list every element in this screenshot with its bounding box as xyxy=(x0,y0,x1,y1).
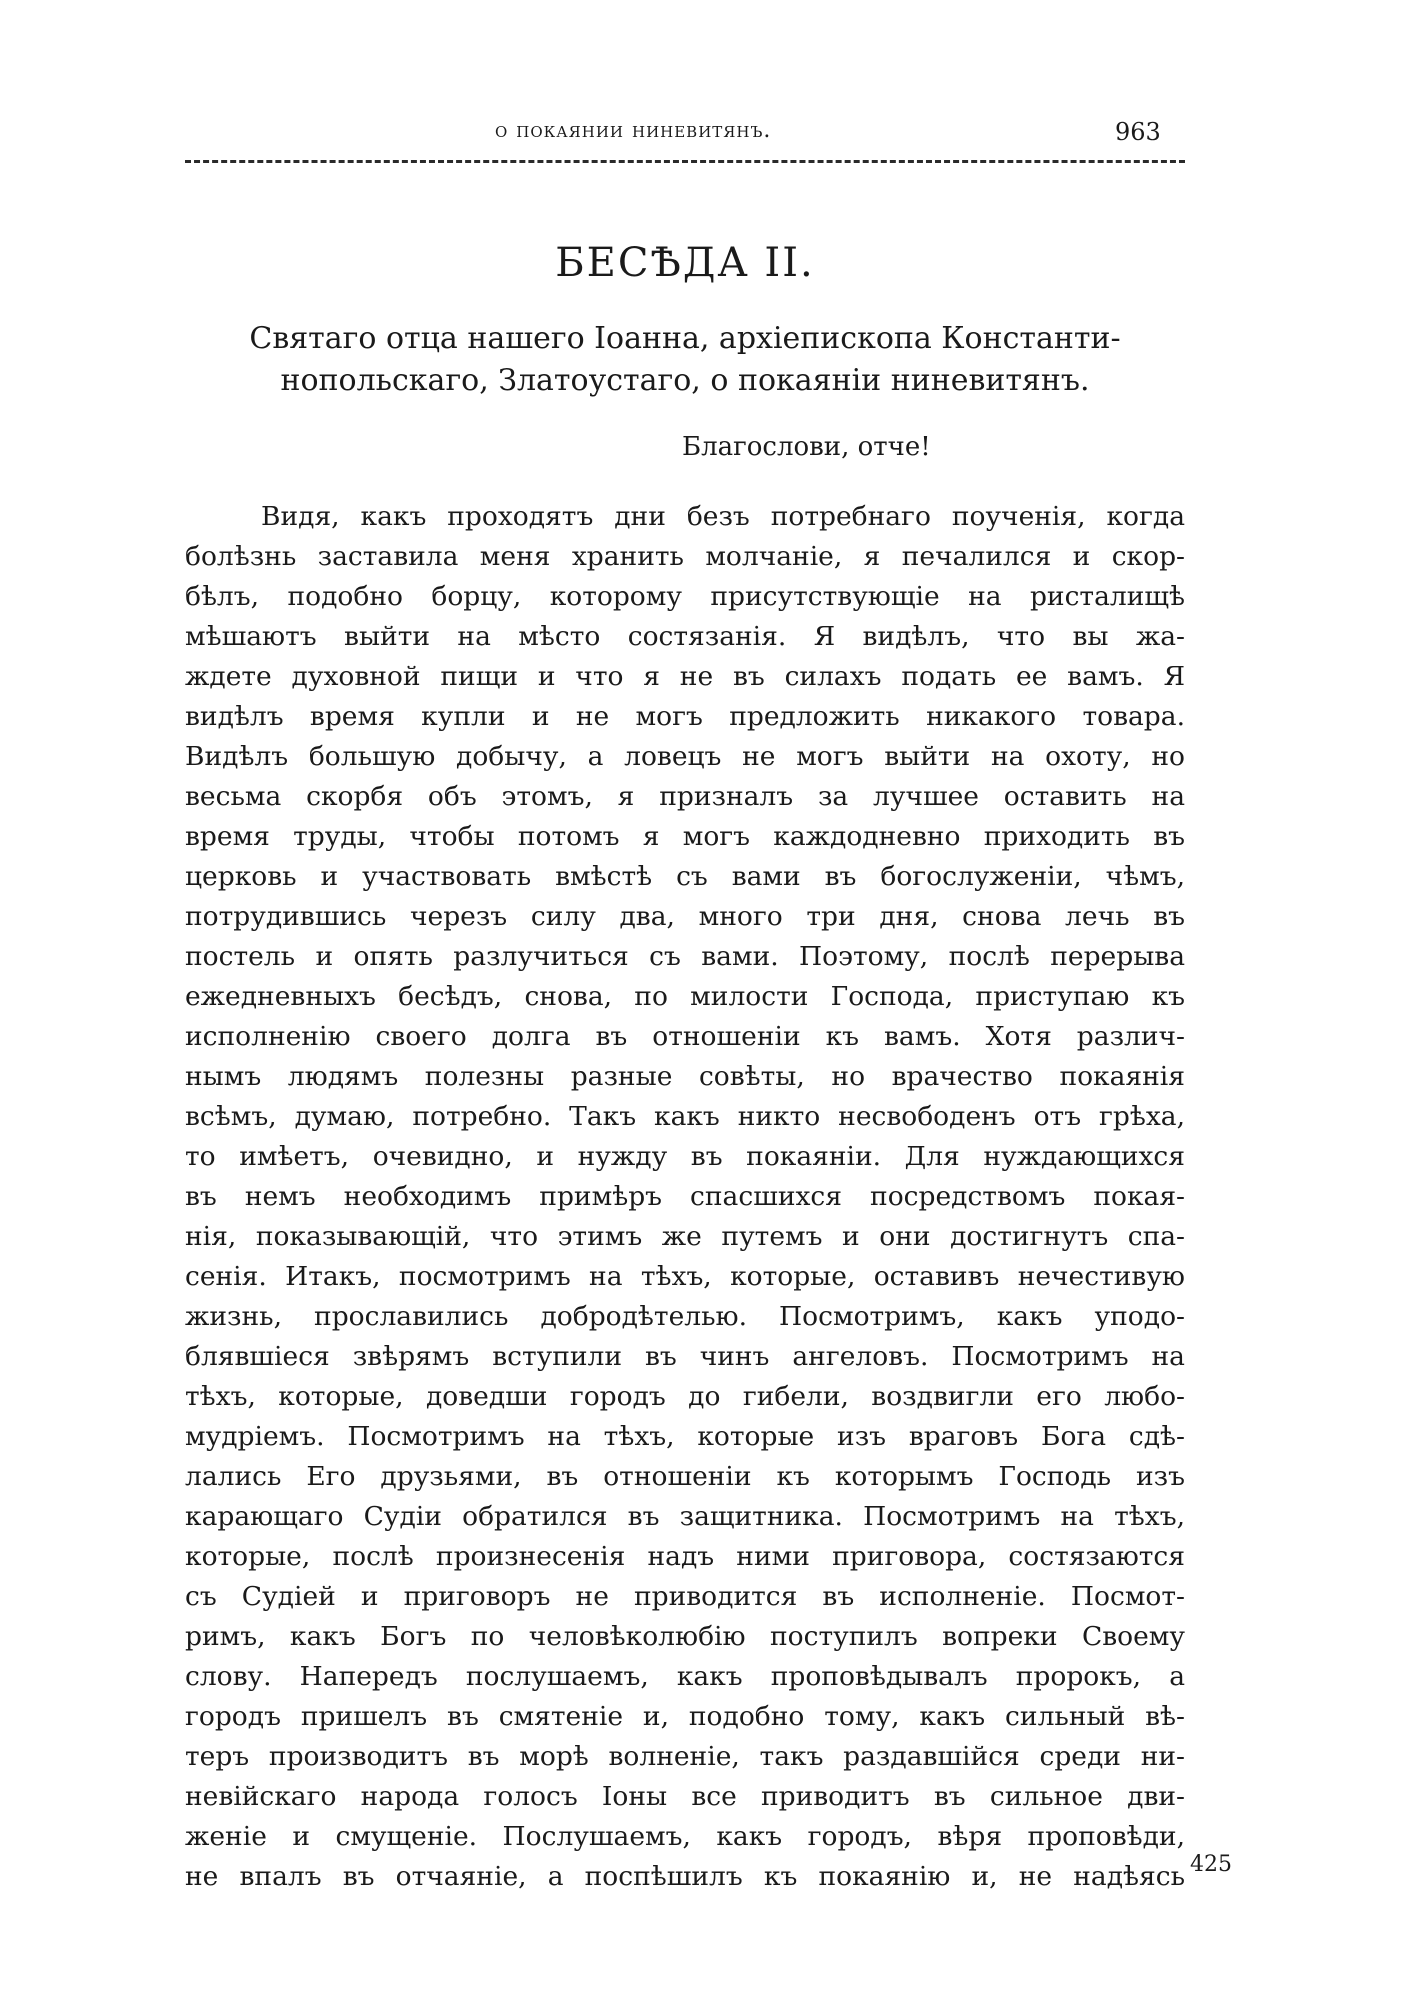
text-line: нія, показывающій, что этимъ же путемъ и они достигнутъ спа- xyxy=(185,1221,1185,1252)
text-line: теръ производитъ въ морѣ волненіе, такъ раздавшійся среди ни- xyxy=(185,1741,1185,1772)
body-paragraph xyxy=(185,497,1185,1897)
text-line: лались Его друзьями, въ отношеніи къ которымъ Господь изъ xyxy=(185,1461,1185,1492)
subtitle-line: Святаго отца нашего Іоанна, архіепископа Константи- xyxy=(249,321,1121,356)
text-line: карающаго Судіи обратился въ защитника. Посмотримъ на тѣхъ, xyxy=(185,1501,1185,1532)
signature-mark: 425 xyxy=(1190,1852,1232,1877)
text-line: время труды, чтобы потомъ я могъ каждодневно приходить въ xyxy=(185,821,1185,852)
text-line: всѣмъ, думаю, потребно. Такъ какъ никто несвободенъ отъ грѣха, xyxy=(185,1101,1185,1132)
text-line: городъ пришелъ въ смятеніе и, подобно тому, какъ сильный вѣ- xyxy=(185,1701,1185,1732)
page-number: 963 xyxy=(1115,118,1161,146)
text-line: видѣлъ время купли и не могъ предложить никакого товара. xyxy=(185,701,1185,732)
text-line: ждете духовной пищи и что я не въ силахъ подать ее вамъ. Я xyxy=(185,661,1185,692)
text-line: съ Судіей и приговоръ не приводится въ исполненіе. Посмот- xyxy=(185,1581,1185,1612)
text-line: не впалъ въ отчаяніе, а поспѣшилъ къ покаянію и, не надѣясь xyxy=(185,1861,1185,1892)
text-line: потрудившись черезъ силу два, много три дня, снова лечь въ xyxy=(185,901,1185,932)
text-line: мѣшаютъ выйти на мѣсто состязанія. Я видѣлъ, что вы жа- xyxy=(185,621,1185,652)
blessing-line: Благослови, отче! xyxy=(682,432,931,462)
text-line: жизнь, прославились добродѣтелью. Посмотримъ, какъ уподо- xyxy=(185,1301,1185,1332)
text-line: ежедневныхъ бесѣдъ, снова, по милости Господа, приступаю къ xyxy=(185,981,1185,1012)
text-line: сенія. Итакъ, посмотримъ на тѣхъ, которые, оставивъ нечестивую xyxy=(185,1261,1185,1292)
text-line: слову. Напередъ послушаемъ, какъ проповѣдывалъ пророкъ, а xyxy=(185,1661,1185,1692)
running-head xyxy=(185,118,1185,158)
text-line: весьма скорбя объ этомъ, я призналъ за лучшее оставить на xyxy=(185,781,1185,812)
header-rule xyxy=(185,160,1185,163)
text-line: которые, послѣ произнесенія надъ ними приговора, состязаются xyxy=(185,1541,1185,1572)
subtitle-line: нопольскаго, Златоустаго, о покаяніи ниневитянъ. xyxy=(280,363,1090,398)
text-line: женіе и смущеніе. Послушаемъ, какъ городъ, вѣря проповѣди, xyxy=(185,1821,1185,1852)
text-line: нымъ людямъ полезны разные совѣты, но врачество покаянія xyxy=(185,1061,1185,1092)
text-line: римъ, какъ Богъ по человѣколюбію поступилъ вопреки Своему xyxy=(185,1621,1185,1652)
text-line: тѣхъ, которые, доведши городъ до гибели, воздвигли его любо- xyxy=(185,1381,1185,1412)
text-line: Видя, какъ проходятъ дни безъ потребнаго поученія, когда xyxy=(261,501,1185,532)
text-line: церковь и участвовать вмѣстѣ съ вами въ богослуженіи, чѣмъ, xyxy=(185,861,1185,892)
text-line: болѣзнь заставила меня хранить молчаніе, я печалился и скор- xyxy=(185,541,1185,572)
text-line: мудріемъ. Посмотримъ на тѣхъ, которые изъ враговъ Бога сдѣ- xyxy=(185,1421,1185,1452)
text-line: то имѣетъ, очевидно, и нужду въ покаяніи. Для нуждающихся xyxy=(185,1141,1185,1172)
text-line: исполненію своего долга въ отношеніи къ вамъ. Хотя различ- xyxy=(185,1021,1185,1052)
chapter-subtitle xyxy=(185,318,1185,402)
text-line: блявшіеся звѣрямъ вступили въ чинъ ангеловъ. Посмотримъ на xyxy=(185,1341,1185,1372)
chapter-heading: БЕСѢДА II. xyxy=(555,240,815,286)
running-title: о покаянии ниневитянъ. xyxy=(495,118,772,143)
text-line: въ немъ необходимъ примѣръ спасшихся посредствомъ покая- xyxy=(185,1181,1185,1212)
text-line: невійскаго народа голосъ Іоны все приводитъ въ сильное дви- xyxy=(185,1781,1185,1812)
text-line: постель и опять разлучиться съ вами. Поэтому, послѣ перерыва xyxy=(185,941,1185,972)
text-line: бѣлъ, подобно борцу, которому присутствующіе на ристалищѣ xyxy=(185,581,1185,612)
text-line: Видѣлъ большую добычу, а ловецъ не могъ выйти на охоту, но xyxy=(185,741,1185,772)
